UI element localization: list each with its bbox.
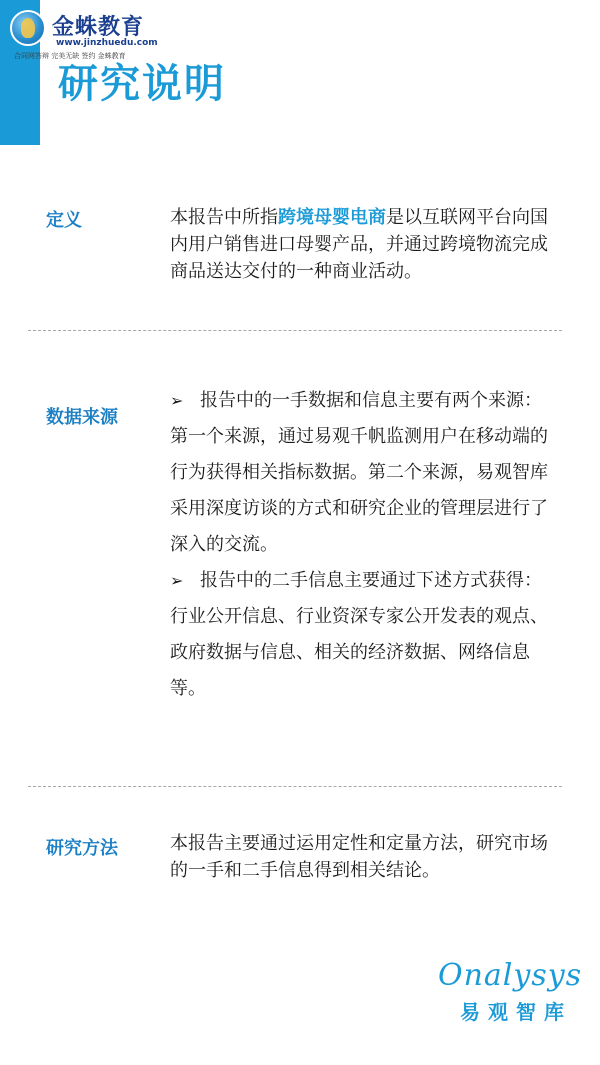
list-item [170,383,550,563]
divider [28,330,562,331]
method-text: 本报告主要通过运用定性和定量方法，研究市场的一手和二手信息得到相关结论。 [170,833,548,881]
logo-url: www.jinzhuedu.com [56,38,158,48]
definition-text-before: 本报告中所指 [170,207,278,228]
definition-text-after: 是以互联网平台向国内用户销售进口母婴产品，并通过跨境物流完成商品送达交付的一种商业活动。 [170,207,548,282]
arrow-bullet-icon: ➢ [170,391,184,410]
definition-text [170,204,562,285]
analysys-logo [438,958,588,1028]
data-source-label: 数据来源 [46,407,118,428]
data-source-list [170,383,550,707]
divider [28,786,562,787]
definition-label: 定义 [46,210,82,231]
definition-highlight: 跨境母婴电商 [278,207,386,228]
brand-cn: 易观智库 [460,1000,572,1024]
list-item [170,563,550,707]
arrow-bullet-icon: ➢ [170,571,184,590]
page-title: 研究说明 [58,61,226,107]
logo-slogan: 合同网答辩 完美无缺 签约 金蛛教育 [14,52,126,60]
globe-icon [10,10,46,46]
brand-latin: Onalysys [438,958,583,993]
bullet-text: 报告中的一手数据和信息主要有两个来源：第一个来源，通过易观千帆监测用户在移动端的行为获得相关指标数据。第二个来源，易观智库采用深度访谈的方式和研究企业的管理层进行了深入的交流。 [170,390,548,555]
method-label: 研究方法 [46,838,118,859]
logo-name: 金蛛教育 [52,15,145,40]
bullet-text: 报告中的二手信息主要通过下述方式获得： 行业公开信息、行业资深专家公开发表的观点、政府数据与信息、相关的经济数据、网络信息等。 [170,570,548,699]
